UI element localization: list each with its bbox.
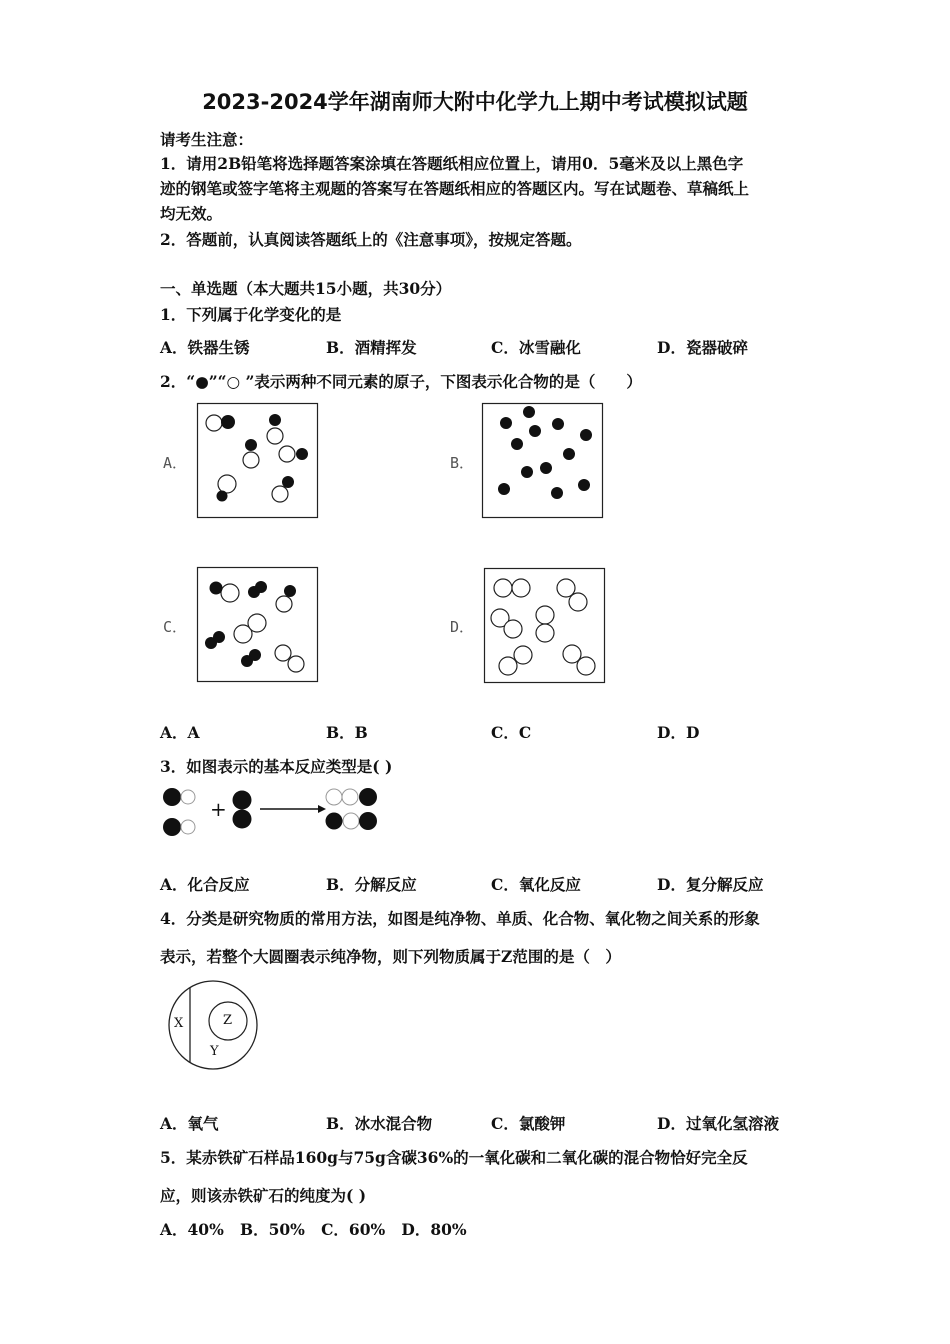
notice-line: 均无效。 bbox=[160, 204, 223, 223]
q3-option-d[interactable]: D．复分解反应 bbox=[657, 875, 764, 894]
q2-figure-d bbox=[484, 568, 605, 683]
q3-option-c[interactable]: C．氧化反应 bbox=[491, 875, 581, 894]
q1-option-d[interactable]: D．瓷器破碎 bbox=[657, 338, 748, 357]
q1-option-a[interactable]: A．铁器生锈 bbox=[160, 338, 250, 357]
venn-label-x: X bbox=[174, 1016, 184, 1031]
q4-option-b[interactable]: B．冰水混合物 bbox=[326, 1114, 433, 1133]
q2-option-d[interactable]: D．D bbox=[657, 723, 700, 742]
q2-figure-c bbox=[197, 567, 318, 682]
q3-plus-sign: + bbox=[210, 797, 227, 821]
q2-option-b[interactable]: B．B bbox=[326, 723, 368, 742]
q5-options[interactable]: A．40% B．50% C．60% D．80% bbox=[160, 1220, 467, 1239]
notice-line: 2．答题前，认真阅读答题纸上的《注意事项》，按规定答题。 bbox=[160, 230, 582, 249]
q2-figure-label-d: D． bbox=[450, 618, 475, 636]
venn-label-y: Y bbox=[210, 1044, 219, 1059]
q3-option-b[interactable]: B．分解反应 bbox=[326, 875, 417, 894]
notice-heading: 请考生注意： bbox=[160, 130, 254, 149]
q2-figure-label-b: B． bbox=[450, 454, 475, 472]
q4-stem-line2: 表示，若整个大圆圈表示纯净物，则下列物质属于Z范围的是（ ） bbox=[160, 947, 621, 966]
q5-stem-line1: 5．某赤铁矿石样品160g与75g含碳36%的一氧化碳和二氧化碳的混合物恰好完全反 bbox=[160, 1148, 748, 1167]
venn-label-z: Z bbox=[223, 1013, 233, 1028]
q2-option-a[interactable]: A．A bbox=[160, 723, 200, 742]
q1-stem: 1．下列属于化学变化的是 bbox=[160, 305, 342, 324]
q2-stem: 2．“●”“○ ”表示两种不同元素的原子，下图表示化合物的是（ ） bbox=[160, 372, 642, 391]
q1-option-b[interactable]: B．酒精挥发 bbox=[326, 338, 417, 357]
section-heading: 一、单选题（本大题共15小题，共30分） bbox=[160, 279, 452, 298]
q2-option-c[interactable]: C．C bbox=[491, 723, 532, 742]
notice-line: 1．请用2B铅笔将选择题答案涂填在答题纸相应位置上，请用0．5毫米及以上黑色字 bbox=[160, 154, 744, 173]
page-title: 2023-2024学年湖南师大附中化学九上期中考试模拟试题 bbox=[202, 90, 748, 114]
q2-figure-b bbox=[482, 403, 603, 518]
q4-option-d[interactable]: D．过氧化氢溶液 bbox=[657, 1114, 779, 1133]
q3-reaction-diagram bbox=[158, 785, 388, 841]
q2-figure-a bbox=[197, 403, 318, 518]
q2-figure-label-a: A． bbox=[163, 454, 188, 472]
notice-line: 迹的钢笔或签字笔将主观题的答案写在答题纸相应的答题区内。写在试题卷、草稿纸上 bbox=[160, 179, 750, 198]
q4-option-c[interactable]: C．氯酸钾 bbox=[491, 1114, 566, 1133]
q5-stem-line2: 应，则该赤铁矿石的纯度为( ) bbox=[160, 1186, 367, 1205]
q1-option-c[interactable]: C．冰雪融化 bbox=[491, 338, 581, 357]
q2-figure-label-c: C． bbox=[163, 618, 188, 636]
q3-stem: 3．如图表示的基本反应类型是( ) bbox=[160, 757, 393, 776]
q4-option-a[interactable]: A．氧气 bbox=[160, 1114, 219, 1133]
q3-option-a[interactable]: A．化合反应 bbox=[160, 875, 250, 894]
q4-stem-line1: 4．分类是研究物质的常用方法，如图是纯净物、单质、化合物、氧化物之间关系的形象 bbox=[160, 909, 760, 928]
